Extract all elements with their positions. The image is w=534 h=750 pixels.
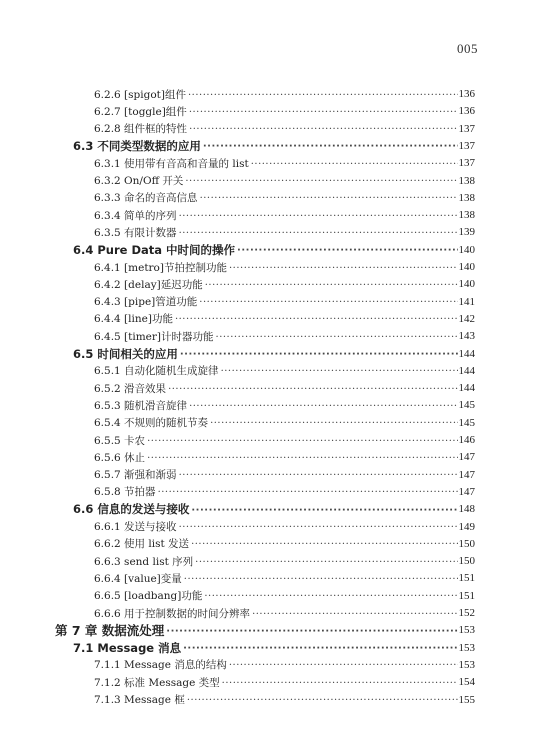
toc-entry-page: 147 <box>458 451 475 464</box>
dot-leader <box>229 660 458 671</box>
toc-entry-page: 142 <box>458 312 475 325</box>
toc-entry-title: 6.4.4 [line]功能 <box>94 313 173 326</box>
toc-entry[interactable] <box>94 570 475 586</box>
dot-leader <box>188 90 458 101</box>
toc-entry-title: 6.3 不同类型数据的应用 <box>73 138 201 153</box>
toc-entry-title: 6.3.5 有限计数器 <box>94 226 177 239</box>
toc-entry-title: 6.2.7 [toggle]组件 <box>94 105 187 118</box>
toc-entry-page: 146 <box>458 434 475 446</box>
toc-entry-page: 137 <box>458 122 475 135</box>
page-number: 005 <box>457 41 478 56</box>
toc-entry-title: 6.5.7 渐强和渐弱 <box>94 469 177 482</box>
toc-entry-title: 6.4 Pure Data 中时间的操作 <box>73 242 236 257</box>
toc-entry-page: 148 <box>458 503 475 516</box>
toc-entry-page: 153 <box>458 624 475 637</box>
toc-entry[interactable] <box>73 640 475 656</box>
toc-entry-page: 155 <box>458 693 475 706</box>
toc-entry-title: 6.2.6 [spigot]组件 <box>94 88 186 101</box>
dot-leader <box>179 228 458 239</box>
dot-leader <box>210 418 457 429</box>
toc-entry-page: 153 <box>458 658 475 671</box>
toc-entry-page: 147 <box>458 468 475 481</box>
toc-entry[interactable] <box>94 259 475 275</box>
toc-entry-title: 6.3.2 On/Off 开关 <box>94 175 184 187</box>
dot-leader <box>147 453 457 464</box>
toc-entry-page: 144 <box>458 382 475 395</box>
dot-leader <box>216 332 458 343</box>
toc-entry-title: 6.6.1 发送与接收 <box>94 521 177 533</box>
dot-leader <box>184 574 458 585</box>
toc-entry[interactable] <box>94 432 475 448</box>
dot-leader <box>229 263 458 274</box>
toc-entry-title: 6.5.5 卡农 <box>94 434 146 447</box>
toc-entry-title: 6.4.2 [delay]延迟功能 <box>94 278 203 291</box>
toc-entry[interactable] <box>94 155 475 171</box>
toc-entry-page: 141 <box>458 295 475 308</box>
toc-entry[interactable] <box>94 449 475 465</box>
toc-entry-page: 145 <box>458 399 475 412</box>
toc-entry[interactable] <box>94 605 475 621</box>
dot-leader <box>179 470 458 481</box>
toc-entry[interactable] <box>94 276 475 292</box>
dot-leader <box>147 436 457 447</box>
toc-entry[interactable] <box>94 588 475 604</box>
toc-entry[interactable] <box>94 363 475 379</box>
toc-entry-title: 7.1.1 Message 消息的结构 <box>94 659 227 672</box>
toc-entry-title: 7.1.3 Message 框 <box>94 694 185 706</box>
toc-entry-page: 151 <box>458 572 475 585</box>
toc-entry-title: 7.1 Message 消息 <box>73 640 182 655</box>
toc-entry[interactable] <box>94 380 475 396</box>
toc-entry-page: 149 <box>458 520 475 533</box>
dot-leader <box>189 107 458 118</box>
toc-entry-title: 6.5.2 滑音效果 <box>94 382 167 395</box>
toc-entry-title: 6.5.3 随机滑音旋律 <box>94 399 188 412</box>
toc-entry[interactable] <box>94 207 475 223</box>
toc-entry-page: 153 <box>458 641 475 654</box>
toc-entry[interactable] <box>73 501 475 517</box>
dot-leader <box>185 176 457 187</box>
toc-entry-page: 154 <box>458 676 475 689</box>
toc-entry[interactable] <box>94 467 475 483</box>
toc-entry[interactable] <box>94 553 475 569</box>
dot-leader <box>237 245 457 256</box>
toc-entry-page: 137 <box>458 157 475 170</box>
toc-entry-page: 143 <box>458 330 475 343</box>
toc-entry[interactable] <box>94 519 475 535</box>
toc-entry[interactable] <box>73 138 475 154</box>
dot-leader <box>252 609 457 620</box>
toc-entry-title: 6.3.1 使用带有音高和音量的 list <box>94 157 249 170</box>
dot-leader <box>191 539 457 550</box>
dot-leader <box>179 522 458 533</box>
toc-entry[interactable] <box>94 224 475 240</box>
toc-entry-page: 137 <box>458 139 475 152</box>
dot-leader <box>183 643 457 654</box>
toc-entry-title: 6.3.4 简单的序列 <box>94 209 177 222</box>
dot-leader <box>189 124 457 135</box>
toc-entry[interactable] <box>94 328 475 344</box>
toc-entry-page: 136 <box>458 105 475 118</box>
toc-entry[interactable] <box>73 242 475 258</box>
toc-entry-page: 136 <box>458 88 475 100</box>
toc-entry-title: 6.6 信息的发送与接收 <box>73 502 190 517</box>
toc-entry-title: 6.5.6 休止 <box>94 451 146 464</box>
toc-entry-title: 6.6.2 使用 list 发送 <box>94 538 190 551</box>
dot-leader <box>221 366 458 377</box>
dot-leader <box>204 591 457 602</box>
toc-entry[interactable] <box>94 692 475 708</box>
toc-entry-page: 138 <box>458 174 475 187</box>
toc-entry-page: 140 <box>458 243 475 256</box>
toc-entry[interactable] <box>55 622 475 638</box>
toc-entry-title: 6.5.1 自动化随机生成旋律 <box>94 365 219 378</box>
toc-entry-page: 139 <box>458 226 475 239</box>
toc-entry-page: 150 <box>458 537 475 550</box>
toc-entry-title: 6.4.1 [metro]节拍控制功能 <box>94 261 227 274</box>
toc-entry-page: 140 <box>458 278 475 291</box>
dot-leader <box>180 349 458 360</box>
dot-leader <box>189 401 457 412</box>
toc-entry-page: 147 <box>458 485 475 498</box>
toc-entry-page: 151 <box>458 589 475 602</box>
dot-leader <box>168 384 457 395</box>
dot-leader <box>205 280 458 291</box>
dot-leader <box>187 695 458 706</box>
toc-entry-page: 152 <box>458 607 475 619</box>
dot-leader <box>195 557 457 568</box>
dot-leader <box>203 141 458 152</box>
toc-entry[interactable] <box>94 536 475 552</box>
toc-entry-page: 138 <box>458 209 475 222</box>
toc-entry[interactable] <box>94 190 475 206</box>
toc-entry-title: 6.6.4 [value]变量 <box>94 572 182 585</box>
dot-leader <box>179 211 458 222</box>
toc-entry-page: 140 <box>458 261 475 273</box>
toc-entry-title: 7.1.2 标准 Message 类型 <box>94 676 220 689</box>
toc-entry-title: 6.5.4 不规则的随机节奏 <box>94 417 209 430</box>
toc-entry-title: 第 7 章 数据流处理 <box>55 623 165 639</box>
dot-leader <box>222 678 458 689</box>
toc-entry-title: 6.5.8 节拍器 <box>94 486 156 499</box>
toc-entry-title: 6.2.8 组件框的特性 <box>94 123 188 136</box>
toc-entry-title: 6.3.3 命名的音高信息 <box>94 192 198 205</box>
toc-entry[interactable] <box>94 121 475 137</box>
toc-entry[interactable] <box>94 657 475 673</box>
toc-entry[interactable] <box>94 86 475 102</box>
toc-entry-page: 144 <box>458 347 475 360</box>
toc-entry[interactable] <box>73 346 475 362</box>
toc-entry-page: 150 <box>458 555 475 568</box>
toc-entry[interactable] <box>94 415 475 431</box>
toc-entry-title: 6.4.5 [timer]计时器功能 <box>94 330 214 343</box>
toc-entry[interactable] <box>94 311 475 327</box>
toc-entry[interactable] <box>94 294 475 310</box>
toc-entry-title: 6.4.3 [pipe]管道功能 <box>94 296 198 309</box>
dot-leader <box>191 505 457 516</box>
toc-entry-title: 6.6.3 send list 序列 <box>94 555 194 568</box>
toc-entry[interactable] <box>94 173 475 189</box>
dot-leader <box>175 314 458 325</box>
dot-leader <box>166 626 457 637</box>
toc-entry-title: 6.6.5 [loadbang]功能 <box>94 590 203 603</box>
dot-leader <box>251 159 458 170</box>
toc-entry-page: 144 <box>458 364 475 377</box>
dot-leader <box>200 193 458 204</box>
toc-entry[interactable] <box>94 674 475 690</box>
dot-leader <box>199 297 457 308</box>
toc-entry-page: 138 <box>458 191 475 204</box>
dot-leader <box>158 487 458 498</box>
toc-entry-page: 145 <box>458 416 475 429</box>
toc-entry[interactable] <box>94 103 475 119</box>
toc-entry-title: 6.6.6 用于控制数据的时间分辨率 <box>94 607 251 620</box>
toc-entry[interactable] <box>94 397 475 413</box>
toc-entry-title: 6.5 时间相关的应用 <box>73 346 178 361</box>
toc-entry[interactable] <box>94 484 475 500</box>
